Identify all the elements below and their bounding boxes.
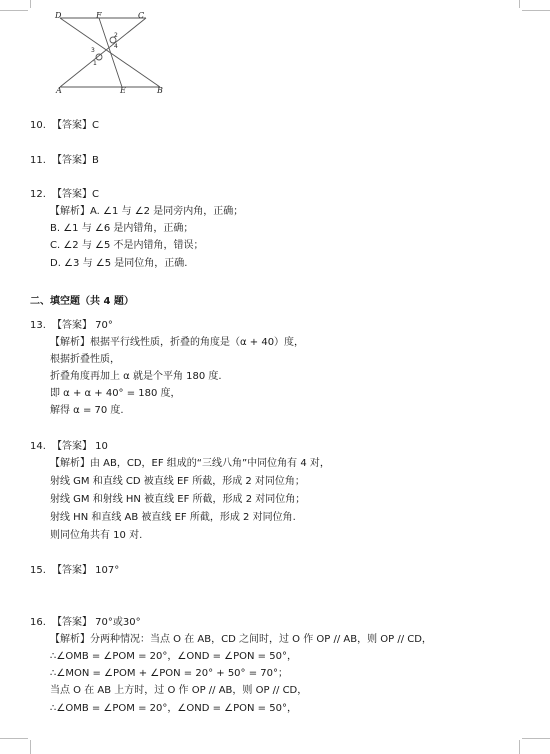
corner-mark-bottom-left-v xyxy=(30,740,31,754)
label-angle-4: 4 xyxy=(114,43,118,50)
label-angle-2: 2 xyxy=(114,32,118,39)
q12-analysis-line-4: D. ∠3 与 ∠5 是同位角，正确. xyxy=(50,258,188,269)
q12-answer: 【答案】C xyxy=(52,189,99,200)
label-angle-3: 3 xyxy=(91,47,95,54)
q13-analysis-line-2: 根据折叠性质， xyxy=(50,354,120,365)
label-a: A xyxy=(56,86,62,94)
q14-analysis-line-4: 射线 HN 和直线 AB 被直线 EF 所截，形成 2 对同位角. xyxy=(50,512,296,523)
label-d: D xyxy=(55,12,62,20)
section-heading: 二、填空题（共 4 题） xyxy=(30,296,134,307)
q12-analysis-line-3: C. ∠2 与 ∠5 不是内错角，错误； xyxy=(50,240,204,251)
q16-answer: 【答案】 70°或30° xyxy=(52,617,141,628)
corner-mark-bottom-right-v xyxy=(519,740,520,754)
q14-analysis-line-3: 射线 GM 和射线 HN 被直线 EF 所截，形成 2 对同位角； xyxy=(50,494,306,505)
corner-mark-bottom-left-h xyxy=(0,738,28,739)
corner-mark-top-right-h xyxy=(522,10,550,11)
q12-analysis-line-2: B. ∠1 与 ∠6 是内错角，正确； xyxy=(50,223,194,234)
q10-number: 10. xyxy=(30,120,46,131)
corner-mark-bottom-right-h xyxy=(522,738,550,739)
q16-analysis-line-5: ∴∠OMB = ∠POM = 20°，∠OND = ∠PON = 50°， xyxy=(50,703,297,714)
q14-analysis-line-2: 射线 GM 和直线 CD 被直线 EF 所截，形成 2 对同位角； xyxy=(50,476,305,487)
q16-analysis-line-4: 当点 O 在 AB 上方时，过 O 作 OP // AB，则 OP // CD， xyxy=(50,685,308,696)
q14-analysis-line-1: 【解析】由 AB，CD，EF 组成的“三线八角”中同位角有 4 对， xyxy=(50,458,330,469)
label-angle-1: 1 xyxy=(93,60,97,67)
label-c: C xyxy=(138,12,145,20)
q16-analysis-line-3: ∴∠MON = ∠POM + ∠PON = 20° + 50° = 70°； xyxy=(50,668,289,679)
q15-answer: 【答案】 107° xyxy=(52,565,120,576)
q13-analysis-line-4: 即 α + α + 40° = 180 度， xyxy=(50,388,181,399)
geometry-figure xyxy=(52,12,172,94)
label-f: F xyxy=(96,12,102,20)
q11-answer: 【答案】B xyxy=(52,155,99,166)
q16-analysis-line-2: ∴∠OMB = ∠POM = 20°，∠OND = ∠PON = 50°， xyxy=(50,651,297,662)
line-db xyxy=(60,18,160,87)
q10-answer: 【答案】C xyxy=(52,120,99,131)
q16-analysis-line-1: 【解析】分两种情况：当点 O 在 AB，CD 之间时，过 O 作 OP // AB，则 OP // CD， xyxy=(50,634,432,645)
q14-analysis-line-5: 则同位角共有 10 对. xyxy=(50,530,143,541)
q11-number: 11. xyxy=(30,155,46,166)
q14-answer: 【答案】 10 xyxy=(52,441,108,452)
line-ca xyxy=(60,18,146,87)
q12-number: 12. xyxy=(30,189,46,200)
q13-analysis-line-3: 折叠角度再加上 α 就是个平角 180 度. xyxy=(50,371,222,382)
label-b: B xyxy=(157,86,163,94)
q13-analysis-line-1: 【解析】根据平行线性质，折叠的角度是（α + 40）度， xyxy=(50,337,305,348)
label-e: E xyxy=(120,86,126,94)
q13-analysis-line-5: 解得 α = 70 度. xyxy=(50,405,124,416)
corner-mark-top-right-v xyxy=(519,0,520,8)
q16-number: 16. xyxy=(30,617,46,628)
q12-analysis-line-1: 【解析】A. ∠1 与 ∠2 是同旁内角，正确； xyxy=(50,206,244,217)
q13-answer: 【答案】 70° xyxy=(52,320,113,331)
corner-mark-top-left-v xyxy=(30,0,31,8)
q13-number: 13. xyxy=(30,320,46,331)
q15-number: 15. xyxy=(30,565,46,576)
corner-mark-top-left-h xyxy=(0,10,28,11)
q14-number: 14. xyxy=(30,441,46,452)
